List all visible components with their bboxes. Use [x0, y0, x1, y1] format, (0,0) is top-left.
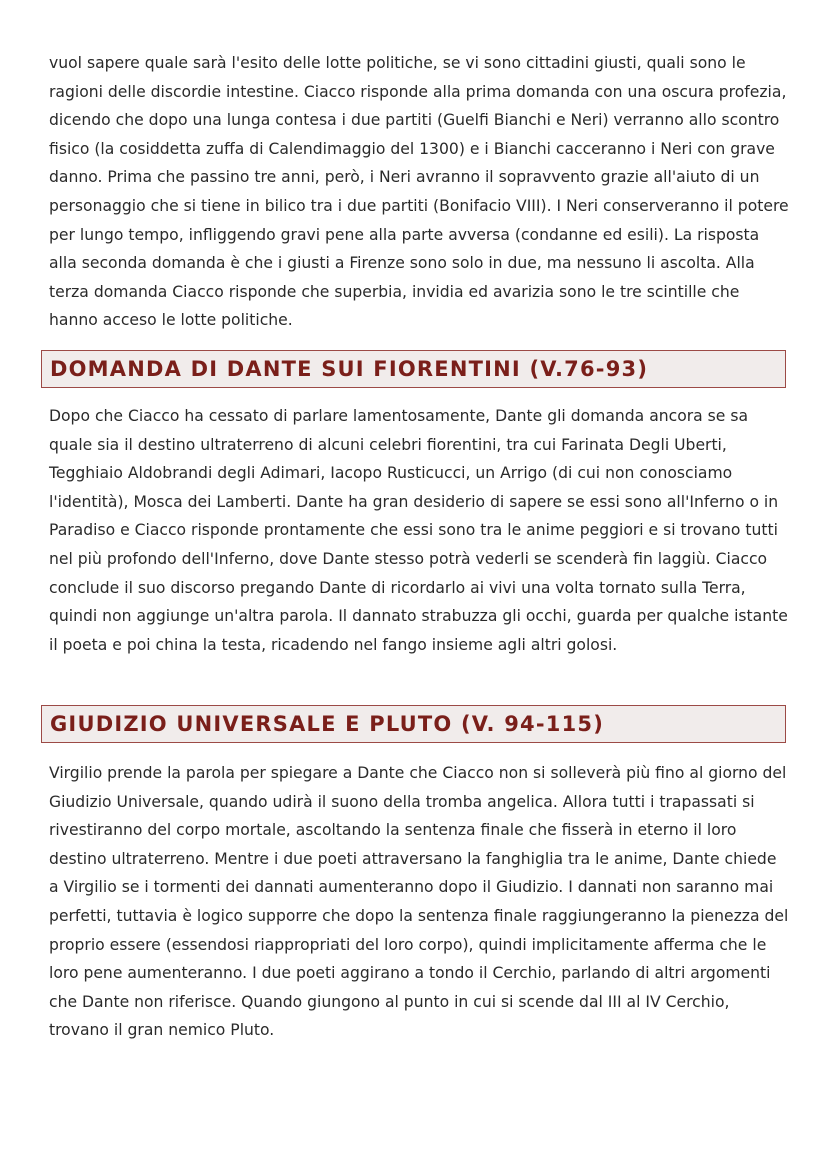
paragraph-fiorentini: Dopo che Ciacco ha cessato di parlare lamentosamente, Dante gli domanda ancora se sa quale sia il destino ultraterreno di alcuni celebri fiorentini, tra cui Farinata Degli Uberti, Tegghiaio Aldobrandi degli Adimari, Iacopo Rusticucci, un Arrigo (di cui non conosciamo l'identità), Mosca dei Lamberti. Dante ha gran desiderio di sapere se essi sono all'Inferno o in Paradiso e Ciacco risponde prontamente che essi sono tra le anime peggiori e si trovano tutti nel più profondo dell'Inferno, dove Dante stesso potrà vederli se scenderà fin laggiù. Ciacco conclude il suo discorso pregando Dante di ricordarlo ai vivi una volta tornato sulla Terra, quindi non aggiunge un'altra parola. Il dannato strabuzza gli occhi, guarda per qualche istante il poeta e poi china la testa, ricadendo nel fango insieme agli altri golosi.	[49, 407, 788, 654]
section-heading-fiorentini-text: DOMANDA DI DANTE SUI FIORENTINI (V.76-93)	[50, 357, 649, 381]
paragraph-intro: vuol sapere quale sarà l'esito delle lotte politiche, se vi sono cittadini giusti, quali sono le ragioni delle discordie intestine. Ciacco risponde alla prima domanda con una oscura profezia, dicendo che dopo una lunga contesa i due partiti (Guelfi Bianchi e Neri) verranno allo scontro fisico (la cosiddetta zuffa di Calendimaggio del 1300) e i Bianchi cacceranno i Neri con grave danno. Prima che passino tre anni, però, i Neri avranno il sopravvento grazie all'aiuto di un personaggio che si tiene in bilico tra i due partiti (Bonifacio VIII). I Neri conserveranno il potere per lungo tempo, infliggendo gravi pene alla parte avversa (condanne ed esili). La risposta alla seconda domanda è che i giusti a Firenze sono solo in due, ma nessuno li ascolta. Alla terza domanda Ciacco risponde che superbia, invidia ed avarizia sono le tre scintille che hanno acceso le lotte politiche.	[49, 54, 789, 330]
section-heading-giudizio-text: GIUDIZIO UNIVERSALE E PLUTO (V. 94-115)	[50, 712, 604, 736]
section-heading-fiorentini	[41, 350, 786, 388]
paragraph-giudizio: Virgilio prende la parola per spiegare a Dante che Ciacco non si solleverà più fino al giorno del Giudizio Universale, quando udirà il suono della tromba angelica. Allora tutti i trapassati si rivestiranno del corpo mortale, ascoltando la sentenza finale che fisserà in eterno il loro destino ultraterreno. Mentre i due poeti attraversano la fanghiglia tra le anime, Dante chiede a Virgilio se i tormenti dei dannati aumenteranno dopo il Giudizio. I dannati non saranno mai perfetti, tuttavia è logico supporre che dopo la sentenza finale raggiungeranno la pienezza del proprio essere (essendosi riappropriati del loro corpo), quindi implicitamente afferma che le loro pene aumenteranno. I due poeti aggirano a tondo il Cerchio, parlando di altri argomenti che Dante non riferisce. Quando giungono al punto in cui si scende dal III al IV Cerchio, trovano il gran nemico Pluto.	[49, 764, 789, 1040]
section-heading-giudizio	[41, 705, 786, 743]
